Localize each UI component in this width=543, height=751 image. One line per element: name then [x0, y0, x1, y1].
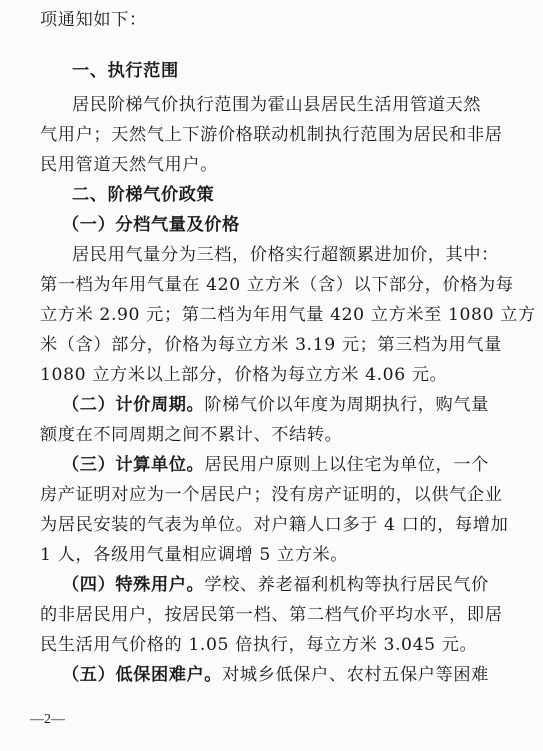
- text-span: 学校、养老福利机构等执行居民气价: [204, 575, 489, 595]
- page-number: —2—: [30, 712, 65, 727]
- subsection-label: （二）计价周期。: [62, 395, 205, 415]
- text-line: 1 人，各级用气量相应调增 5 立方米。: [40, 545, 349, 565]
- text-line: 房产证明对应为一个居民户；没有房产证明的，以供气企业: [40, 485, 503, 505]
- text-line: [62, 394, 489, 416]
- text-line: 为居民安装的气表为单位。对户籍人口多于 4 口的，每增加: [40, 515, 509, 535]
- text-line: 民生活用气价格的 1.05 倍执行，每立方米 3.045 元。: [40, 635, 478, 655]
- text-line: 第一档为年用气量在 420 立方米（含）以下部分，价格为每: [40, 275, 514, 295]
- text-span: 阶梯气价以年度为周期执行，购气量: [204, 395, 489, 415]
- text-line: [62, 664, 489, 686]
- text-span: 居民用户原则上以住宅为单位，一个: [204, 455, 489, 475]
- text-line: 居民用气量分为三档，价格实行超额累进加价，其中：: [72, 245, 499, 265]
- text-line: 气用户；天然气上下游价格联动机制执行范围为居民和非居: [40, 125, 503, 145]
- subsection-label: （三）计算单位。: [62, 455, 205, 475]
- text-line: 米（含）部分，价格为每立方米 3.19 元；第三档为用气量: [40, 335, 502, 355]
- section-heading: 二、阶梯气价政策: [72, 185, 215, 205]
- subsection-label: （五）低保困难户。: [62, 665, 223, 685]
- text-line: 1080 立方米以上部分，价格为每立方米 4.06 元。: [40, 365, 448, 385]
- text-line: [62, 574, 489, 596]
- text-line: 额度在不同周期之间不累计、不结转。: [40, 425, 343, 445]
- text-line: 居民阶梯气价执行范围为霍山县居民生活用管道天然: [72, 95, 482, 115]
- text-line: 民用管道天然气用户。: [40, 155, 218, 175]
- section-heading: 一、执行范围: [72, 61, 179, 81]
- text-line: 的非居民用户，按居民第一档、第二档气价平均水平，即居: [40, 605, 503, 625]
- text-line: 项通知如下：: [40, 10, 147, 30]
- text-line: 立方米 2.90 元；第二档为年用气量 420 立方米至 1080 立方: [40, 305, 536, 325]
- subsection-label: （四）特殊用户。: [62, 575, 205, 595]
- subsection-heading: （一）分档气量及价格: [62, 215, 240, 235]
- text-span: 对城乡低保户、农村五保户等困难: [222, 665, 489, 685]
- text-line: [62, 454, 489, 476]
